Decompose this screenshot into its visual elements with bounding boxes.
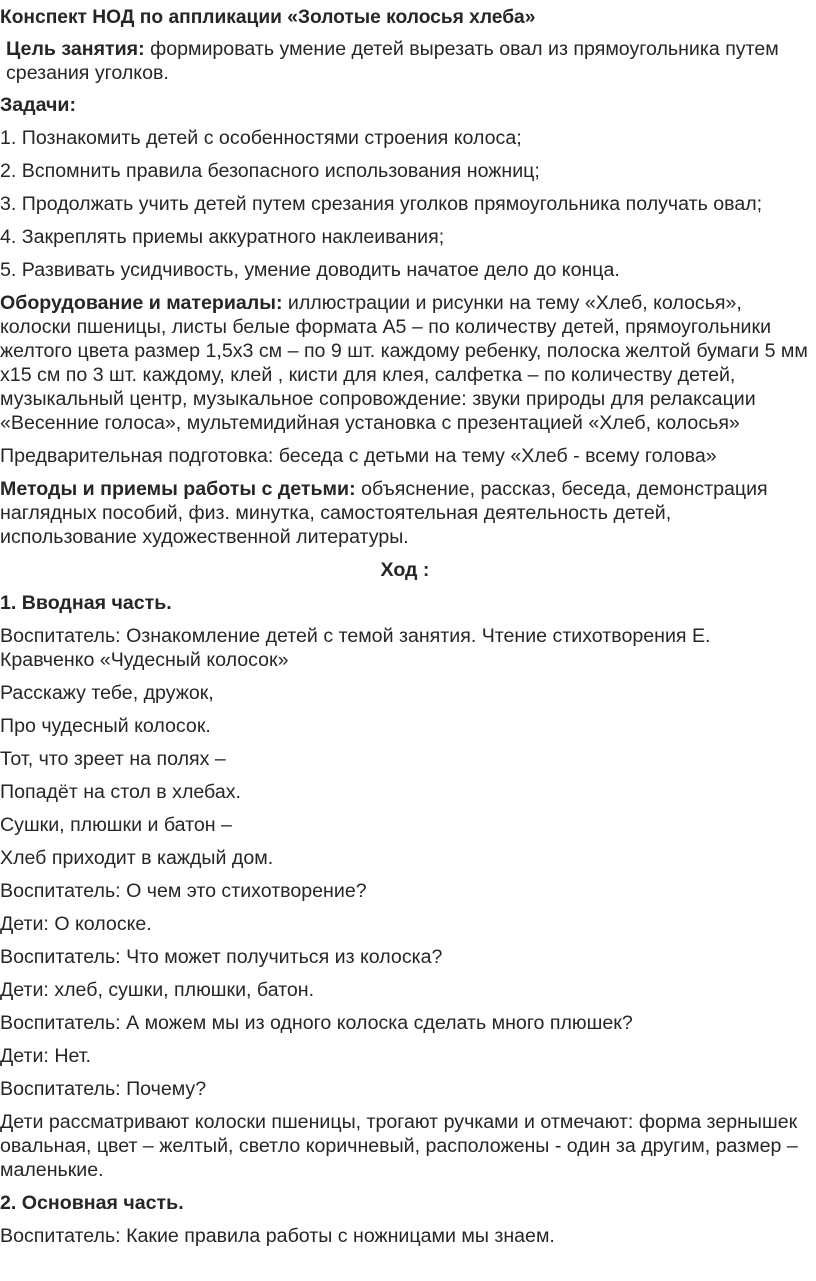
poem-line: Расскажу тебе, дружок, [0,682,214,704]
document-title: Конспект НОД по аппликации «Золотые колосья хлеба» [0,7,536,28]
goal-label: Цель занятия: [6,38,145,60]
equipment-text: иллюстрации и рисунки на тему «Хлеб, колосья», колоски пшеницы, листы белые формата А5 – по количеству детей, прямоугольники желтого цвета размер 1,5х3 см – по 9 шт. каждому ребенку, полоска желтой бумаги 5 мм х15 см по 3 шт. каждому, клей , кисти для клея, салфетка – по количеству детей, музыкальный центр, музыкальное сопровождение: звуки природы для релаксации «Весенние голоса», мультемидийная установка с презентацией «Хлеб, колосья» [0,292,808,434]
dialogue-line: Воспитатель: Что может получиться из колоска? [0,946,443,968]
dialogue-line: Воспитатель: Какие правила работы с ножницами мы знаем. [0,1225,555,1247]
main-heading: 2. Основная часть. [0,1192,184,1214]
methods-label: Методы и приемы работы с детьми: [0,478,356,500]
intro-heading: 1. Вводная часть. [0,592,172,614]
dialogue-line: Дети: Нет. [0,1045,91,1067]
poem-line: Сушки, плюшки и батон – [0,814,232,836]
poem-line: Попадёт на стол в хлебах. [0,781,241,803]
methods-text: объяснение, рассказ, беседа, демонстрация наглядных пособий, физ. минутка, самостоятельная деятельность детей, использование художественной литературы. [0,478,768,548]
equipment-paragraph [0,291,810,435]
preparation-paragraph: Предварительная подготовка: беседа с детьми на тему «Хлеб - всему голова» [0,445,717,467]
goal-text: формировать умение детей вырезать овал из прямоугольника путем срезания уголков. [6,38,779,84]
course-heading: Ход : [380,559,430,581]
poem-line: Про чудесный колосок. [0,715,211,737]
dialogue-line: Дети рассматривают колоски пшеницы, трогают ручками и отмечают: форма зернышек овальная, цвет – желтый, светло коричневый, расположены - один за другим, размер – маленькие. [0,1111,798,1181]
dialogue-line: Воспитатель: Почему? [0,1078,207,1100]
task-item: 3. Продолжать учить детей путем срезания уголков прямоугольника получать овал; [0,193,763,215]
poem-line: Тот, что зреет на полях – [0,748,226,770]
dialogue-line: Воспитатель: А можем мы из одного колоска сделать много плюшек? [0,1012,633,1034]
task-item: 1. Познакомить детей с особенностями строения колоса; [0,127,522,149]
task-item: 2. Вспомнить правила безопасного использования ножниц; [0,160,540,182]
dialogue-line: Воспитатель: Ознакомление детей с темой занятия. Чтение стихотворения Е. Кравченко «Чудесный колосок» [0,625,711,671]
task-item: 5. Развивать усидчивость, умение доводить начатое дело до конца. [0,259,620,281]
task-item: 4. Закреплять приемы аккуратного наклеивания; [0,226,445,248]
methods-paragraph [0,477,810,549]
dialogue-line: Дети: хлеб, сушки, плюшки, батон. [0,979,315,1001]
dialogue-line: Воспитатель: О чем это стихотворение? [0,880,367,902]
goal-paragraph [0,37,810,85]
dialogue-line: Дети: О колоске. [0,913,152,935]
tasks-heading: Задачи: [0,94,76,116]
poem-line: Хлеб приходит в каждый дом. [0,847,274,869]
equipment-label: Оборудование и материалы: [0,292,283,314]
